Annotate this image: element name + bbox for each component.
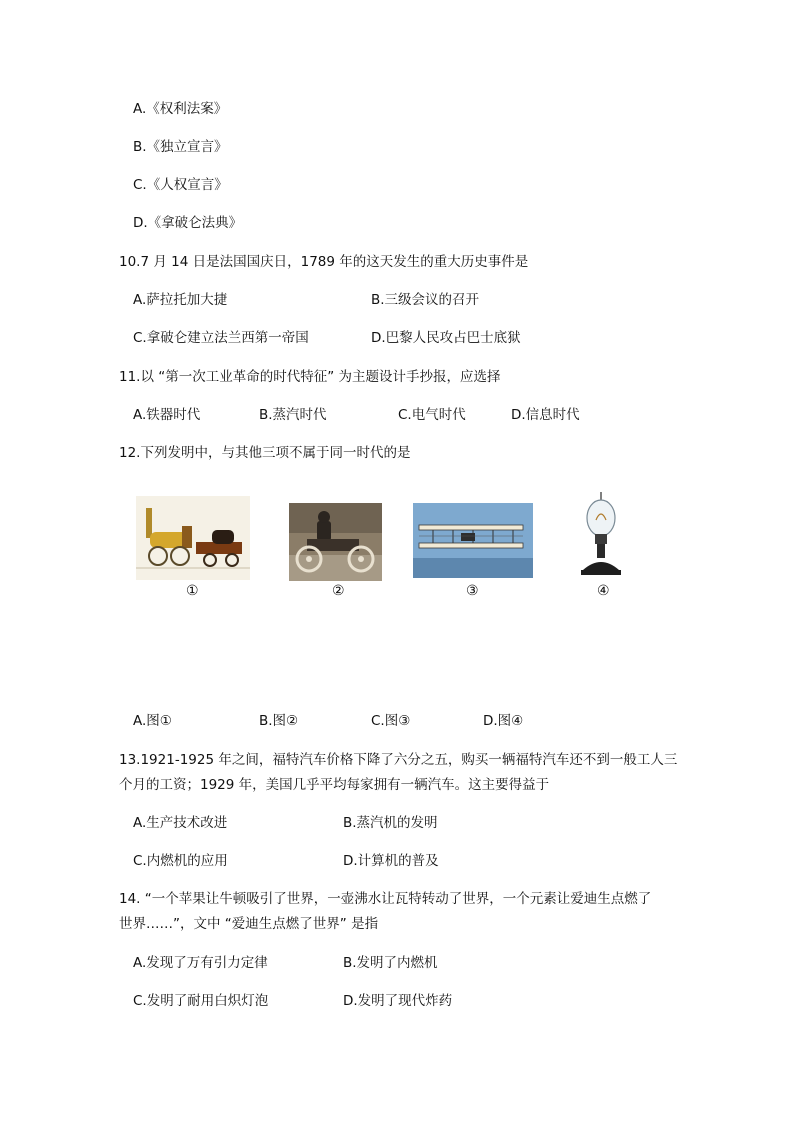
figure-3-label: ③ — [466, 583, 479, 599]
q9-option-b: B.《独立宣言》 — [133, 139, 228, 155]
figure-2-label: ② — [332, 583, 345, 599]
q11-option-c: C.电气时代 — [398, 407, 466, 423]
q11-option-d: D.信息时代 — [511, 407, 580, 423]
q13-option-a: A.生产技术改进 — [133, 815, 228, 831]
early-automobile-photo-icon — [289, 503, 382, 581]
q11-stem: 11.以 “第一次工业革命的时代特征” 为主题设计手抄报，应选择 — [119, 369, 501, 385]
q9-option-c: C.《人权宣言》 — [133, 177, 228, 193]
biplane-photo-icon — [413, 503, 533, 578]
q13-option-b: B.蒸汽机的发明 — [343, 815, 438, 831]
q12-option-a: A.图① — [133, 713, 172, 729]
q11-option-b: B.蒸汽时代 — [259, 407, 327, 423]
q10-option-c: C.拿破仑建立法兰西第一帝国 — [133, 330, 309, 346]
steam-locomotive-photo-icon — [136, 496, 250, 580]
q12-stem: 12.下列发明中，与其他三项不属于同一时代的是 — [119, 445, 411, 461]
q9-option-d: D.《拿破仑法典》 — [133, 215, 243, 231]
q13-stem-line1: 13.1921-1925 年之间，福特汽车价格下降了六分之五，购买一辆福特汽车还不到一般工人三 — [119, 752, 678, 768]
q14-stem-line2: 世界……”，文中 “爱迪生点燃了世界” 是指 — [119, 916, 379, 932]
q10-option-b: B.三级会议的召开 — [371, 292, 480, 308]
q10-option-a: A.萨拉托加大捷 — [133, 292, 228, 308]
q13-stem-line2: 个月的工资；1929 年，美国几乎平均每家拥有一辆汽车。这主要得益于 — [119, 777, 550, 793]
figure-4-label: ④ — [597, 583, 610, 599]
light-bulb-photo-icon — [575, 490, 627, 580]
q13-option-c: C.内燃机的应用 — [133, 853, 228, 869]
q12-option-b: B.图② — [259, 713, 299, 729]
q14-option-c: C.发明了耐用白炽灯泡 — [133, 993, 269, 1009]
q12-option-d: D.图④ — [483, 713, 524, 729]
q12-option-c: C.图③ — [371, 713, 411, 729]
q14-stem-line1: 14. “一个苹果让牛顿吸引了世界，一壶沸水让瓦特转动了世界，一个元素让爱迪生点燃了 — [119, 891, 652, 907]
q13-option-d: D.计算机的普及 — [343, 853, 439, 869]
q14-option-a: A.发现了万有引力定律 — [133, 955, 268, 971]
q9-option-a: A.《权利法案》 — [133, 101, 228, 117]
q14-option-d: D.发明了现代炸药 — [343, 993, 453, 1009]
figure-1-label: ① — [186, 583, 199, 599]
q10-stem: 10.7 月 14 日是法国国庆日，1789 年的这天发生的重大历史事件是 — [119, 254, 529, 270]
q11-option-a: A.铁器时代 — [133, 407, 201, 423]
q10-option-d: D.巴黎人民攻占巴士底狱 — [371, 330, 521, 346]
q14-option-b: B.发明了内燃机 — [343, 955, 438, 971]
